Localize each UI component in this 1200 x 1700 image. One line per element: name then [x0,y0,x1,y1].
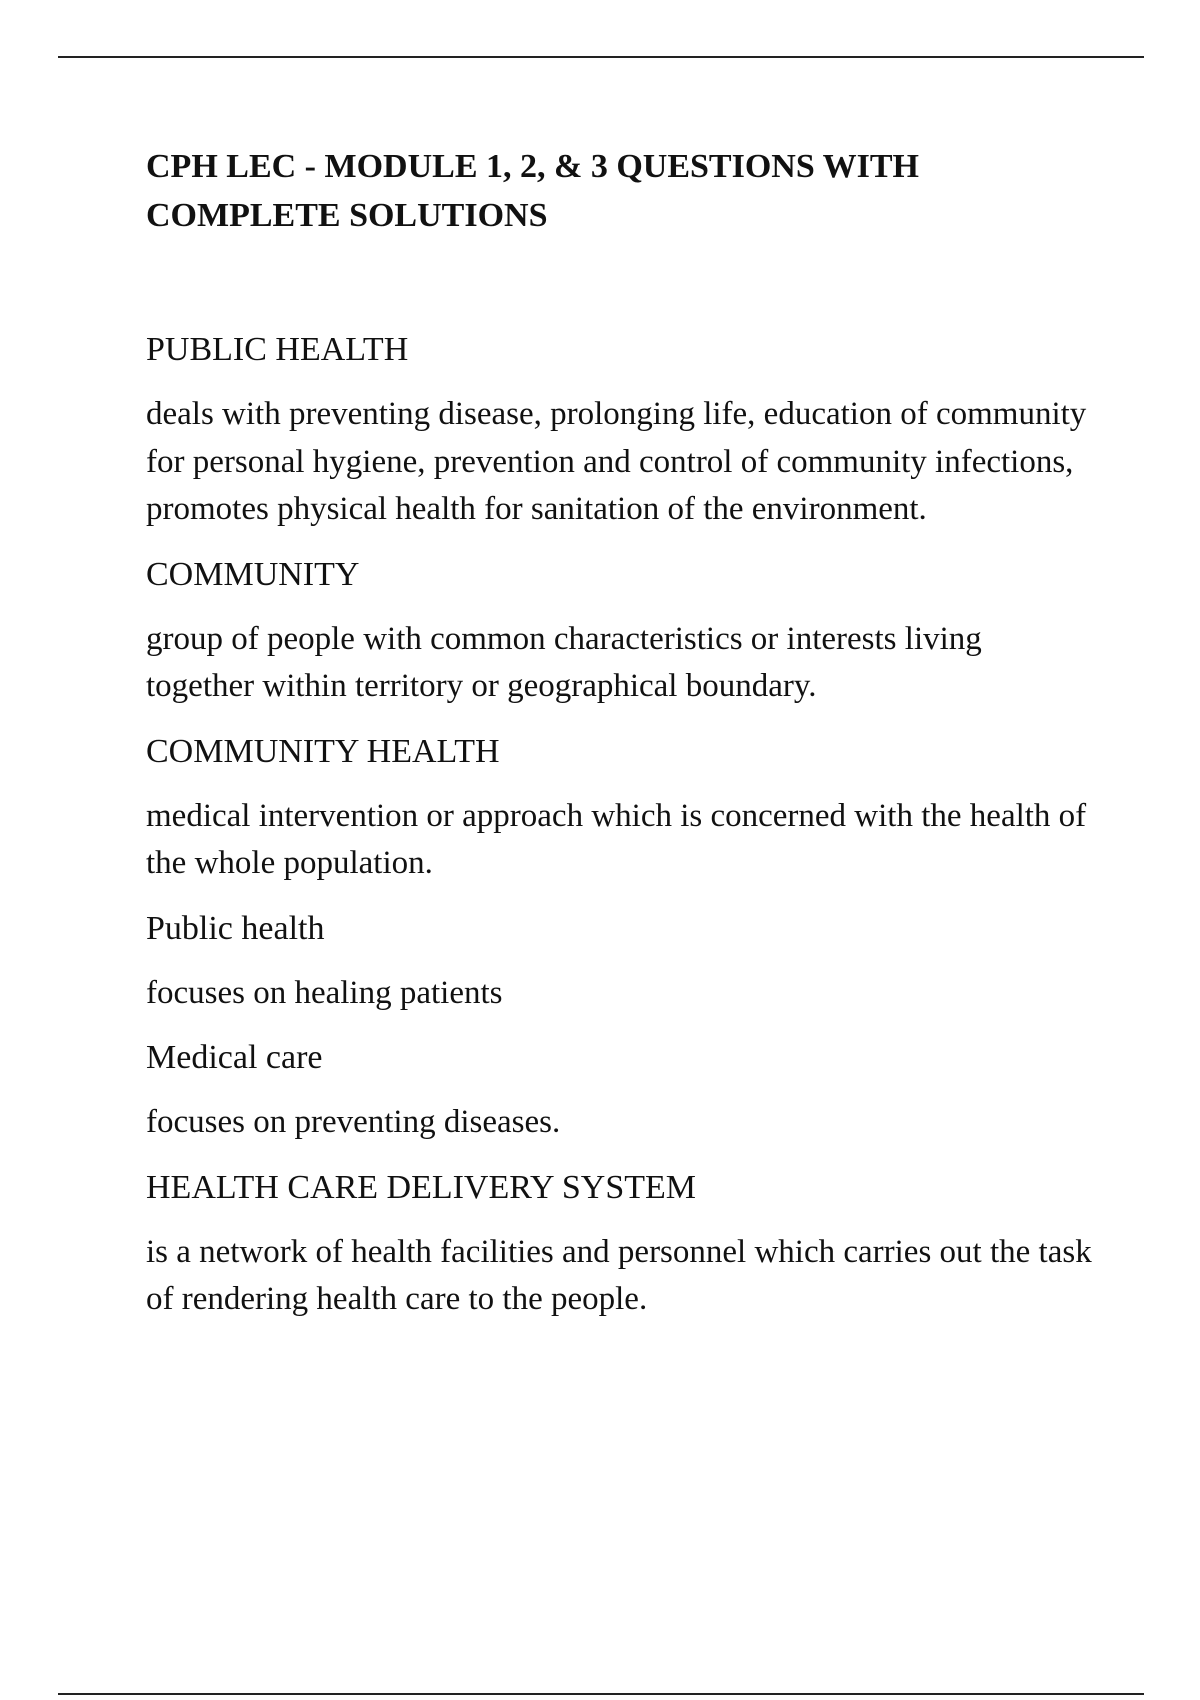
definition: focuses on preventing diseases. [146,1104,561,1140]
flashcard-community-health [146,728,1096,888]
top-divider [58,56,1144,58]
bottom-divider [58,1693,1144,1695]
term: Medical care [146,1039,323,1076]
definition: medical intervention or approach which is concerned with the health of the whole population. [146,797,1087,881]
flashcard-medical-care [146,1034,1096,1147]
definition: deals with preventing disease, prolonging life, education of community for personal hygiene, prevention and control of community infections, promotes physical health for sanitation of the environment. [146,396,1087,527]
term: COMMUNITY HEALTH [146,732,500,770]
flashcard-community [146,551,1096,711]
term: COMMUNITY [146,555,360,593]
document-body [146,142,1096,1341]
definition: focuses on healing patients [146,974,503,1011]
definition: group of people with common characteristics or interests living together within territory or geographical boundary. [146,620,982,704]
document-title: CPH LEC - MODULE 1, 2, & 3 QUESTIONS WITH COMPLETE SOLUTIONS [146,148,919,234]
definition: is a network of health facilities and personnel which carries out the task of rendering health care to the people. [146,1233,1092,1317]
term: Public health [146,909,325,947]
flashcard-health-care-delivery-system [146,1164,1096,1324]
flashcard-public-health [146,326,1096,534]
flashcard-public-health-focus [146,905,1096,1018]
term: HEALTH CARE DELIVERY SYSTEM [146,1168,696,1206]
term: PUBLIC HEALTH [146,331,409,368]
